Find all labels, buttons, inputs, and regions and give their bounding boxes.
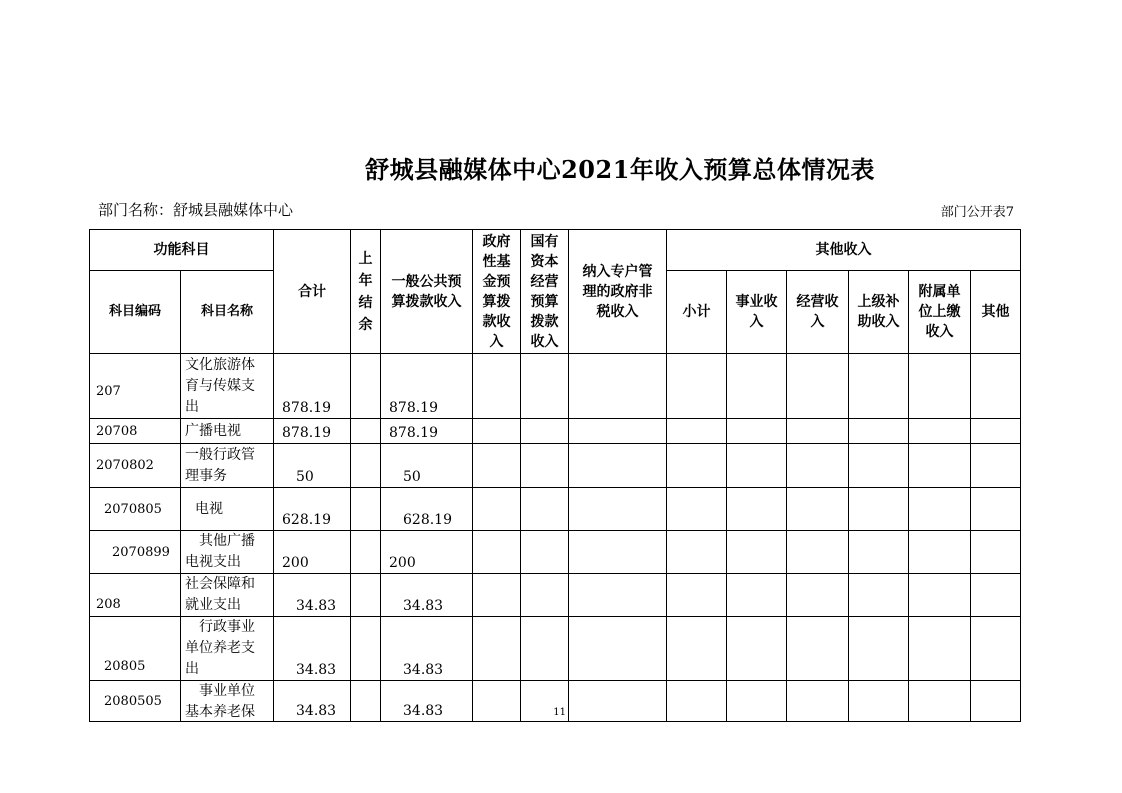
general-budget-value: 34.83 <box>381 681 473 722</box>
table-row <box>90 488 1021 531</box>
total-value: 628.19 <box>274 488 351 531</box>
functional-subject-header: 功能科目 <box>90 230 274 271</box>
subject-code: 207 <box>90 354 181 419</box>
general-budget-value: 34.83 <box>381 574 473 617</box>
general-budget-value: 200 <box>381 531 473 574</box>
department-label: 部门名称：舒城县融媒体中心 <box>98 201 294 219</box>
state-capital-header: 国有资本经营预算拨款收入 <box>521 230 569 354</box>
superior-subsidy-header: 上级补助收入 <box>849 271 909 354</box>
general-budget-value: 878.19 <box>381 354 473 419</box>
table-row <box>90 354 1021 419</box>
subject-code-header: 科目编码 <box>90 271 181 354</box>
subject-code: 2070802 <box>90 444 181 488</box>
subject-code: 20805 <box>90 617 181 681</box>
subject-name: 电视 <box>181 488 274 531</box>
subject-code: 2080505 <box>90 681 181 722</box>
general-budget-value: 34.83 <box>381 617 473 681</box>
other-income-header: 其他收入 <box>667 230 1021 271</box>
total-value: 878.19 <box>274 354 351 419</box>
total-value: 200 <box>274 531 351 574</box>
subject-name: 事业单位基本养老保 <box>181 681 274 722</box>
subject-name: 广播电视 <box>181 419 274 444</box>
table-row <box>90 574 1021 617</box>
subject-code: 20708 <box>90 419 181 444</box>
page-title: 舒城县融媒体中心2021年收入预算总体情况表 <box>365 155 875 184</box>
form-number: 部门公开表7 <box>940 205 1014 220</box>
subject-code: 2070805 <box>90 488 181 531</box>
carryover-header: 上年结余 <box>351 230 381 354</box>
operating-income-header: 经营收入 <box>787 271 849 354</box>
general-budget-header: 一般公共预算拨款收入 <box>381 230 473 354</box>
affiliated-remit-header: 附属单位上缴收入 <box>909 271 971 354</box>
table-row <box>90 531 1021 574</box>
subject-name: 行政事业单位养老支出 <box>181 617 274 681</box>
subject-name-header: 科目名称 <box>181 271 274 354</box>
business-income-header: 事业收入 <box>727 271 787 354</box>
total-value: 34.83 <box>274 574 351 617</box>
subtotal-header: 小计 <box>667 271 727 354</box>
table-row <box>90 617 1021 681</box>
gov-fund-header: 政府性基金预算拨款收入 <box>473 230 521 354</box>
total-value: 34.83 <box>274 617 351 681</box>
subject-code: 208 <box>90 574 181 617</box>
table-row <box>90 444 1021 488</box>
subject-name: 社会保障和就业支出 <box>181 574 274 617</box>
total-value: 50 <box>274 444 351 488</box>
total-value: 34.83 <box>274 681 351 722</box>
total-header: 合计 <box>274 230 351 354</box>
general-budget-value: 50 <box>381 444 473 488</box>
subject-name: 其他广播电视支出 <box>181 531 274 574</box>
general-budget-value: 628.19 <box>381 488 473 531</box>
table-row <box>90 419 1021 444</box>
table-row <box>90 681 1021 722</box>
subject-code: 2070899 <box>90 531 181 574</box>
general-budget-value: 878.19 <box>381 419 473 444</box>
total-value: 878.19 <box>274 419 351 444</box>
subject-name: 一般行政管理事务 <box>181 444 274 488</box>
subject-name: 文化旅游体育与传媒支出 <box>181 354 274 419</box>
header-row-1 <box>90 230 1021 271</box>
special-account-header: 纳入专户管理的政府非税收入 <box>569 230 667 354</box>
income-budget-table <box>89 229 1021 722</box>
page-number: 11 <box>521 681 569 722</box>
other-header: 其他 <box>971 271 1021 354</box>
